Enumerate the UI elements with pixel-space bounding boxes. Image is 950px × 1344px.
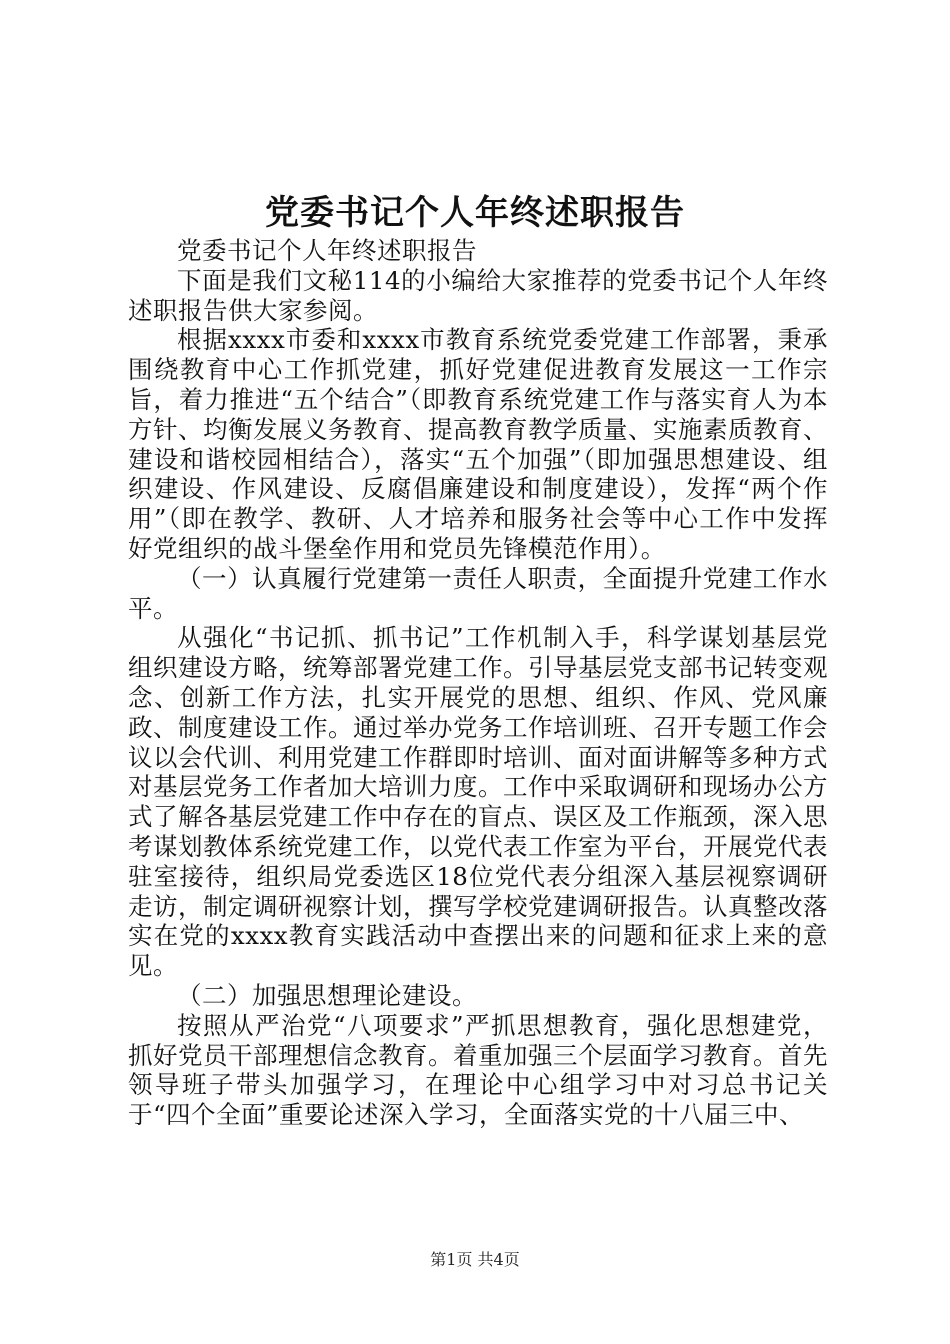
document-title: 党委书记个人年终述职报告 bbox=[265, 193, 685, 233]
paragraph-section-1: 从强化“书记抓、抓书记”工作机制入手，科学谋划基层党组织建设方略，统筹部署党建工作。引导基层党支部书记转变观念、创新工作方法，扎实开展党的思想、组织、作风、党风廉政、制度建设工作。通过举办党务工作培训班、召开专题工作会议以会代训、利用党建工作群即时培训、面对面讲解等多种方式对基层党务工作者加大培训力度。工作中采取调研和现场办公方式了解各基层党建工作中存在的盲点、误区及工作瓶颈，深入思考谋划教体系统党建工作，以党代表工作室为平台，开展党代表驻室接待，组织局党委选区18位党代表分组深入基层视察调研走访，制定调研视察计划，撰写学校党建调研报告。认真整改落实在党的xxxx教育实践活动中查摆出来的问题和征求上来的意见。 bbox=[128, 623, 828, 981]
section-heading-1: （一）认真履行党建第一责任人职责，全面提升党建工作水平。 bbox=[128, 563, 828, 623]
document-body bbox=[128, 236, 828, 1130]
section-heading-2: （二）加强思想理论建设。 bbox=[177, 980, 477, 1010]
paragraph-section-2: 按照从严治党“八项要求”严抓思想教育，强化思想建党，抓好党员干部理想信念教育。着重加强三个层面学习教育。首先领导班子带头加强学习，在理论中心组学习中对习总书记关于“四个全面”重要论述深入学习，全面落实党的十八届三中、 bbox=[128, 1010, 828, 1130]
paragraph-overview: 根据xxxx市委和xxxx市教育系统党委党建工作部署，秉承围绕教育中心工作抓党建，抓好党建促进教育发展这一工作宗旨，着力推进“五个结合”（即教育系统党建工作与落实育人为本方针、均衡发展义务教育、提高教育教学质量、实施素质教育、建设和谐校园相结合），落实“五个加强”（即加强思想建设、组织建设、作风建设、反腐倡廉建设和制度建设），发挥“两个作用”（即在教学、教研、人才培养和服务社会等中心工作中发挥好党组织的战斗堡垒作用和党员先锋模范作用）。 bbox=[128, 325, 828, 563]
paragraph-subtitle: 党委书记个人年终述职报告 bbox=[177, 236, 477, 265]
page-number-footer: 第1页 共4页 bbox=[430, 1250, 520, 1269]
paragraph-intro: 下面是我们文秘114的小编给大家推荐的党委书记个人年终述职报告供大家参阅。 bbox=[128, 265, 828, 325]
